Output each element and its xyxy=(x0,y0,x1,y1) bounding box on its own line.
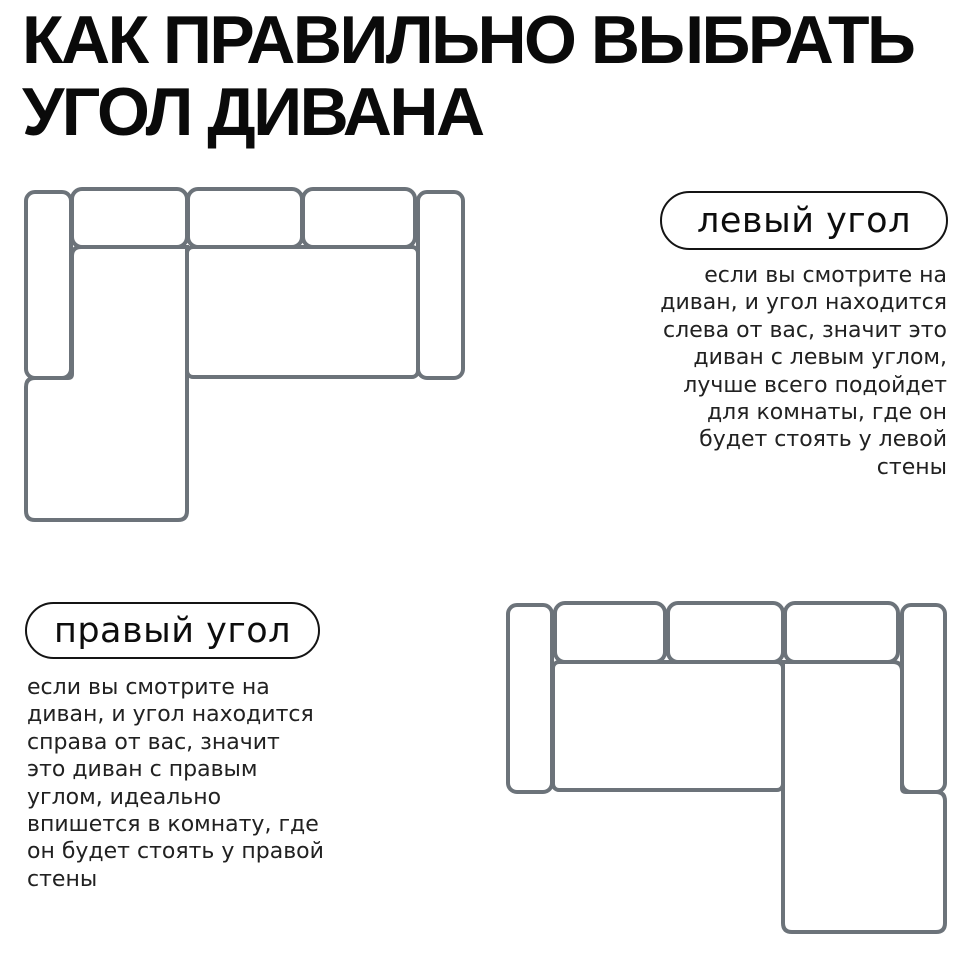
description-line: это диван с правым xyxy=(27,757,258,783)
description-line: стены xyxy=(27,866,98,892)
left-corner-label-pill xyxy=(660,191,948,250)
description-line: углом, идеально xyxy=(27,784,222,810)
description-line: слева от вас, значит это xyxy=(663,317,947,343)
right-corner-label: правый угол xyxy=(53,610,292,651)
description-line: лучше всего подойдет xyxy=(683,372,947,398)
description-line: будет стоять у левой xyxy=(699,427,947,453)
page-title-line-1: КАК ПРАВИЛЬНО ВЫБРАТЬ xyxy=(22,2,914,78)
page-title xyxy=(22,4,913,148)
description-line: впишется в комнату, где xyxy=(27,812,319,838)
right-corner-description xyxy=(27,674,324,893)
description-line: если вы смотрите на xyxy=(704,263,947,288)
left-corner-sofa-icon xyxy=(20,185,470,530)
description-line: если вы смотрите на xyxy=(27,675,270,700)
page-title-line-2: УГОЛ ДИВАНА xyxy=(22,74,483,150)
right-corner-sofa-diagram xyxy=(505,600,950,940)
description-line: диван, и угол находится xyxy=(660,290,947,316)
description-line: он будет стоять у правой xyxy=(27,839,324,865)
right-corner-sofa-icon xyxy=(505,600,950,940)
left-corner-description xyxy=(660,262,947,481)
description-line: стены xyxy=(876,454,947,480)
left-corner-label: левый угол xyxy=(697,200,911,241)
description-line: для комнаты, где он xyxy=(706,400,947,426)
description-line: диван с левым углом, xyxy=(693,345,947,371)
right-corner-label-pill xyxy=(25,602,320,659)
left-corner-sofa-diagram xyxy=(20,185,470,530)
description-line: диван, и угол находится xyxy=(27,702,314,728)
description-line: справа от вас, значит xyxy=(27,729,280,755)
